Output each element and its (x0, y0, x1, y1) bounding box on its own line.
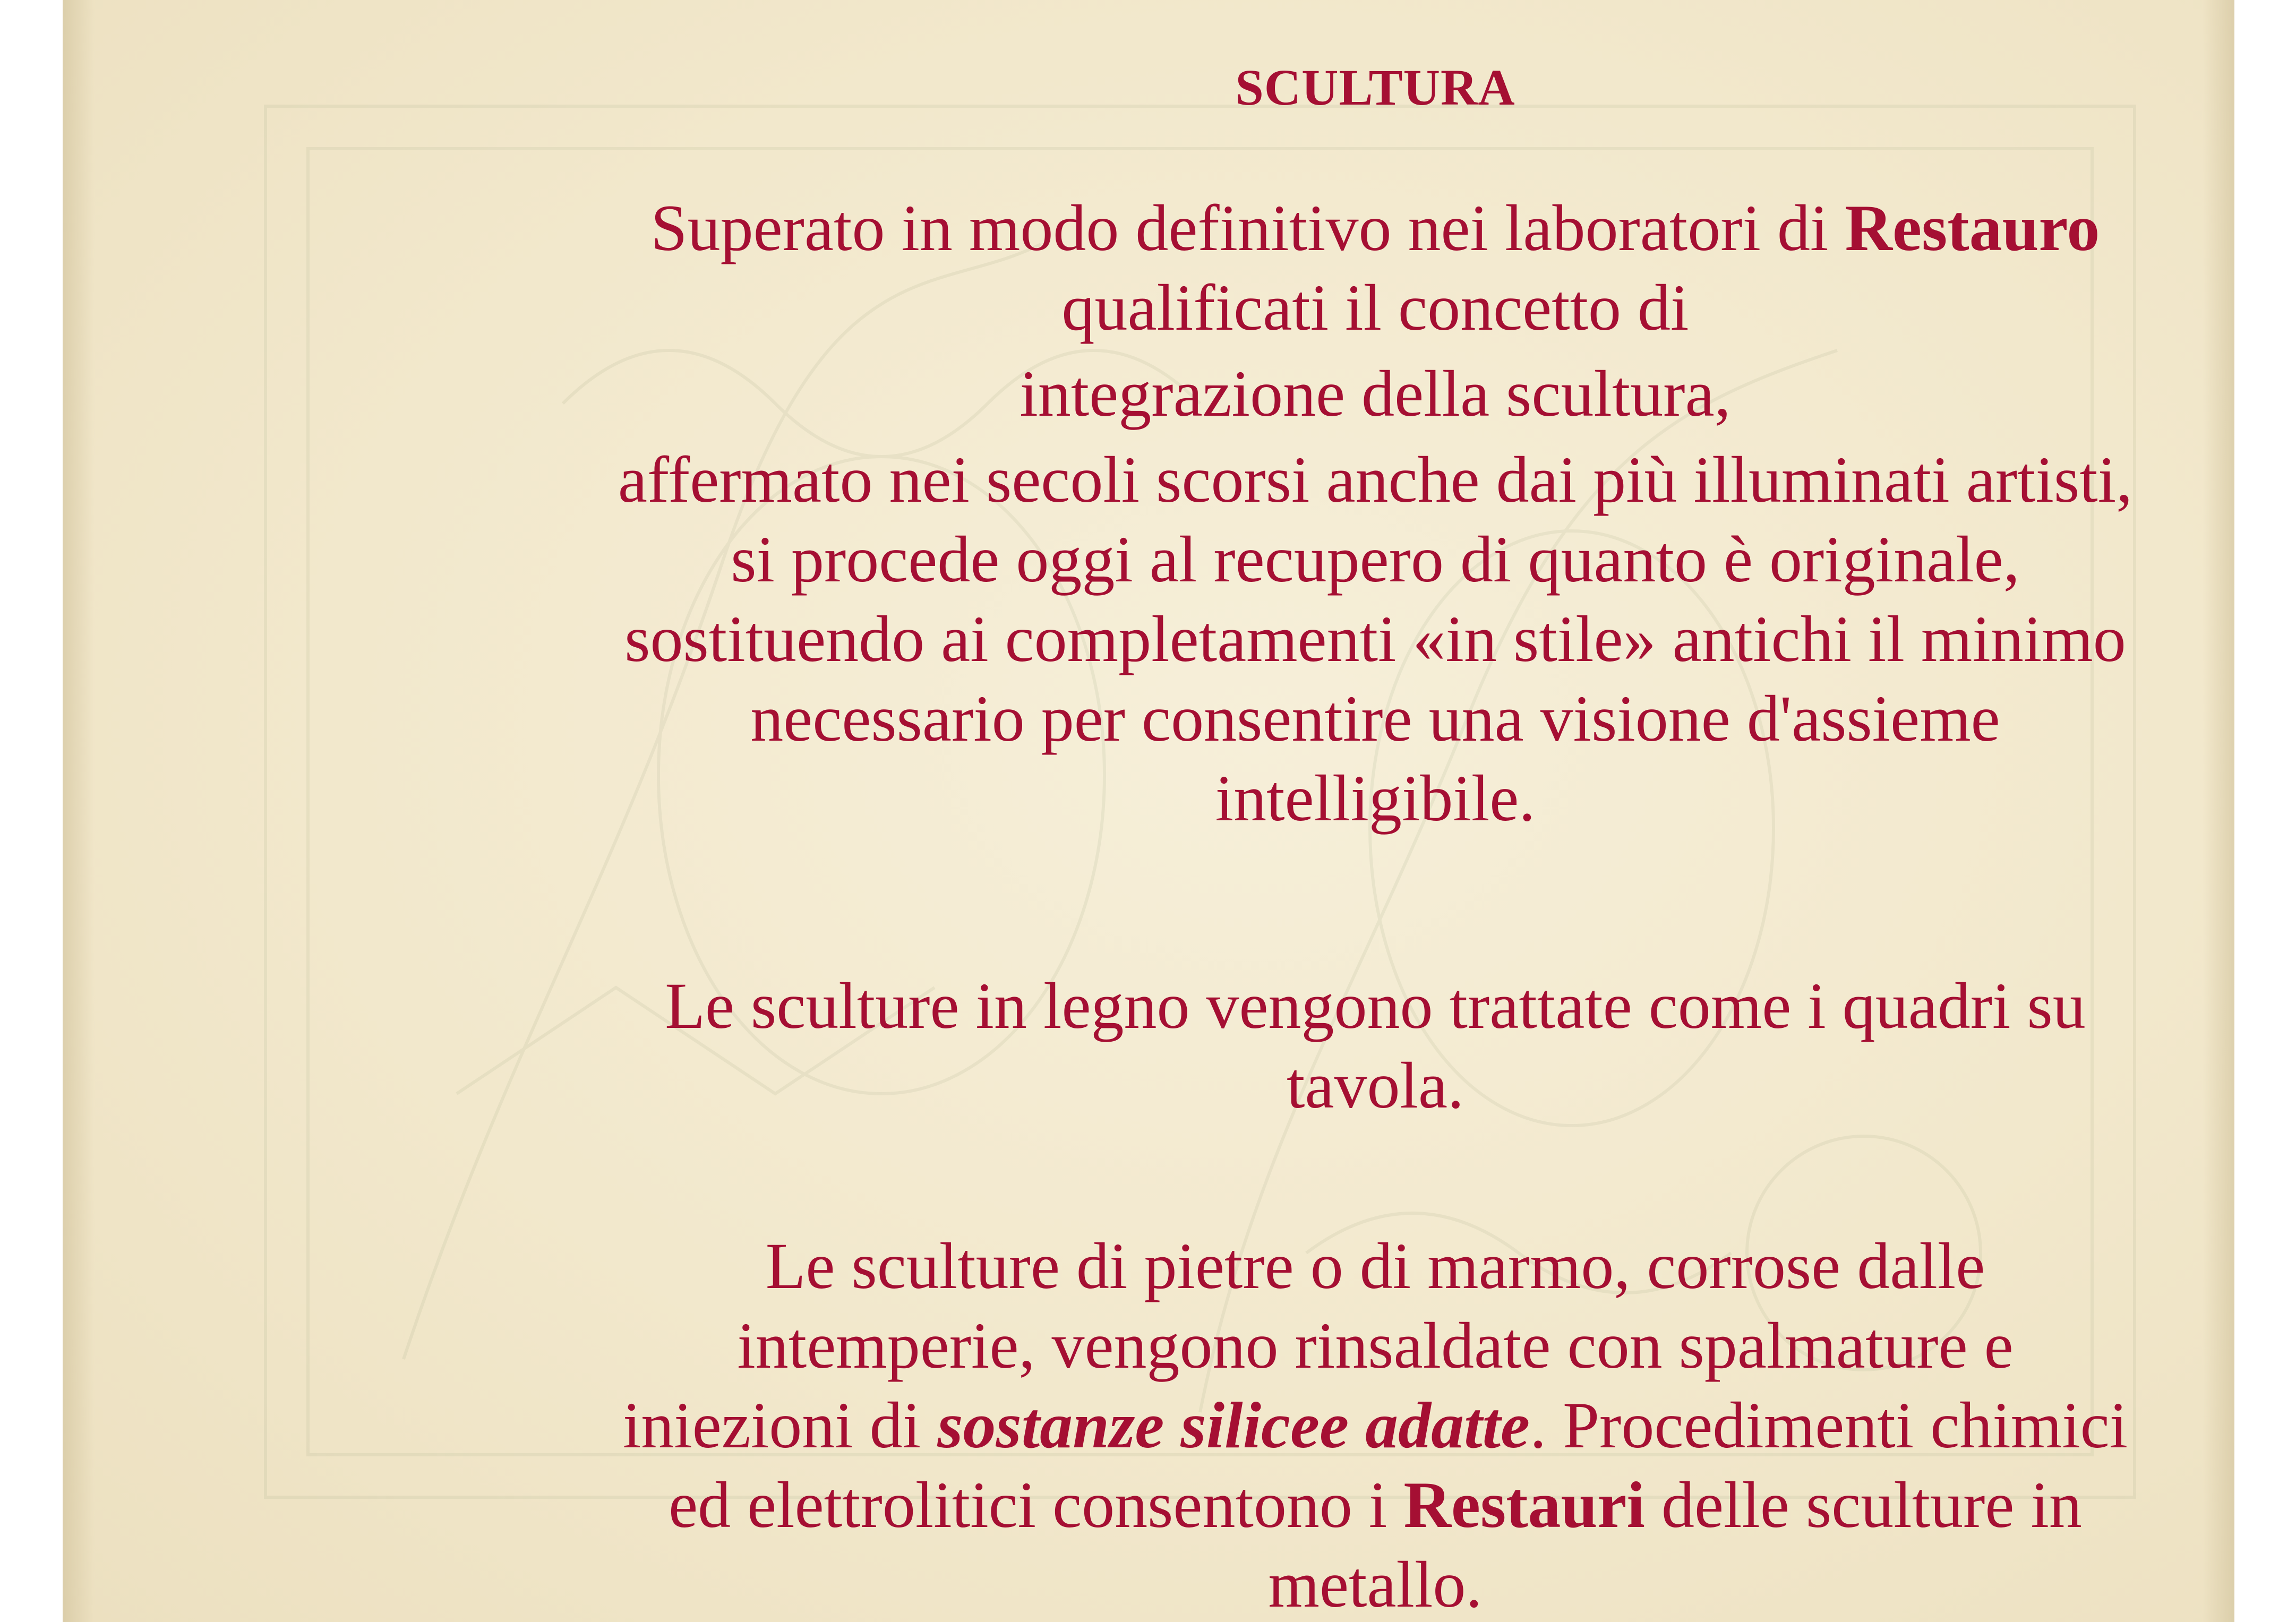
text-line: integrazione della scultura, (1020, 357, 1731, 430)
text-line (510, 188, 2241, 268)
text-line: necessario per consentire una visione d'assieme (750, 682, 2000, 755)
text-line: Le sculture in legno vengono trattate come i quadri su (665, 969, 2086, 1042)
text-line: si procede oggi al recupero di quanto è originale, (731, 523, 2020, 596)
bold-term-restauro: Restauro (1845, 192, 2100, 264)
text-line: intemperie, vengono rinsaldate con spalmature e (737, 1309, 2014, 1382)
paragraph-integration (510, 188, 2241, 838)
text-line (510, 1386, 2241, 1465)
text-line: sostituendo ai completamenti «in stile» antichi il minimo (624, 603, 2126, 675)
paragraph-wood-sculptures (510, 966, 2241, 1126)
text-line: intelligibile. (1215, 762, 1536, 835)
bold-term-restauri: Restauri (1403, 1469, 1645, 1541)
text-line: tavola. (1287, 1049, 1464, 1122)
text-line: Le sculture di pietre o di marmo, corrose dalle (765, 1230, 1985, 1302)
text-line (510, 1465, 2241, 1545)
text-run: delle sculture in (1644, 1469, 2082, 1541)
text-run: iniezioni di (622, 1389, 938, 1462)
text-line: qualificati il concetto di (1061, 271, 1689, 344)
emphasized-term: sostanze silicee adatte (937, 1389, 1530, 1462)
text-run: ed elettrolitici consentono i (669, 1469, 1404, 1541)
text-line: affermato nei secoli scorsi anche dai più illuminati artisti, (618, 443, 2133, 516)
page-title: SCULTURA (1235, 59, 1515, 116)
paper-edge-left (63, 0, 95, 1622)
text-line: metallo. (1268, 1548, 1483, 1621)
paragraph-stone-sculptures (510, 1226, 2241, 1622)
text-run: . Procedimenti chimici (1530, 1389, 2128, 1462)
text-run: Superato in modo definitivo nei laboratori di (650, 192, 1845, 264)
